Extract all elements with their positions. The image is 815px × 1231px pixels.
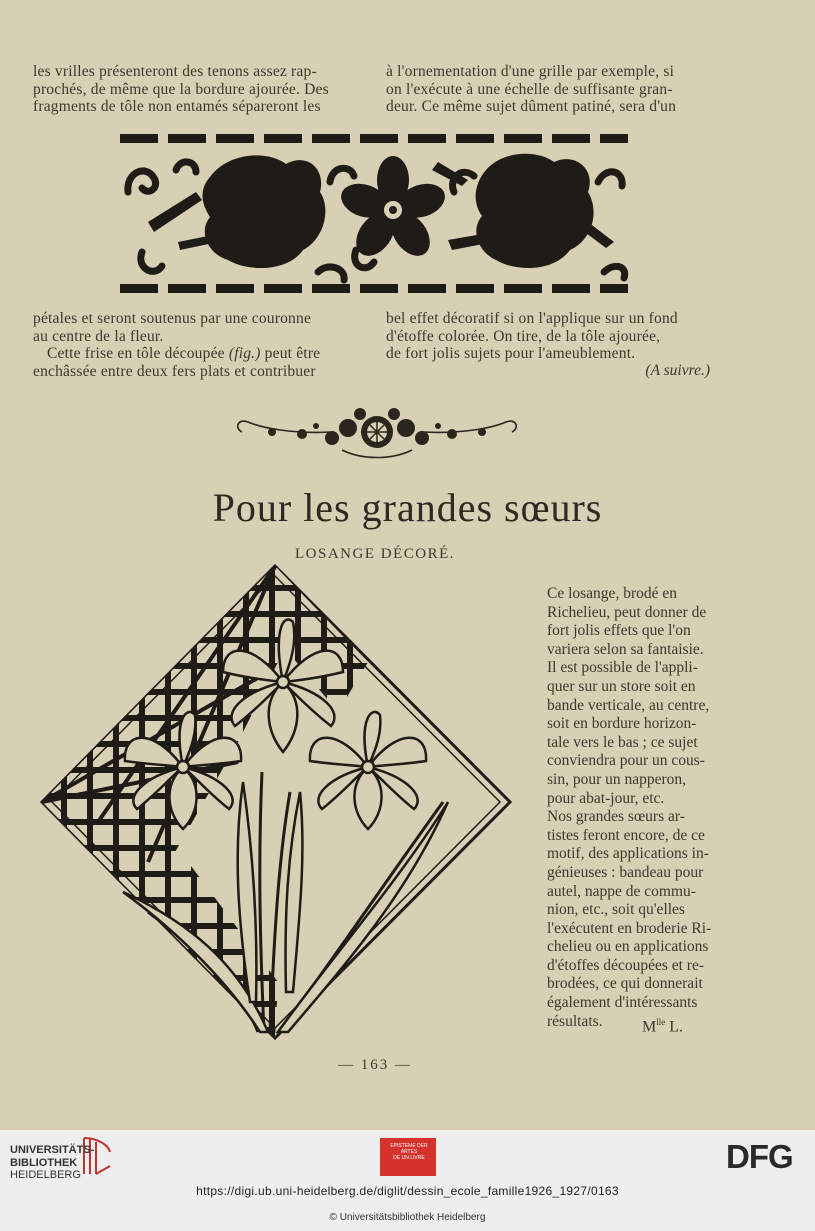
text-line: génieuses : bandeau pour	[547, 863, 704, 881]
text-line: bande verticale, au centre,	[547, 696, 710, 714]
text-line: bel effet décoratif si on l'applique sur un fond	[386, 310, 678, 327]
text-line: d'étoffe colorée. On tire, de la tôle ajourée,	[386, 327, 661, 345]
text-column-middle-left	[33, 310, 368, 380]
paragraph-2	[533, 808, 723, 1031]
text-fragment: peut être	[260, 345, 321, 362]
text-line: deur. Ce même sujet dûment patiné, sera d'un	[386, 98, 677, 115]
paragraph-1	[533, 585, 723, 808]
text-line: autel, nappe de commu-	[547, 882, 696, 900]
project-logo-line: ARTES	[400, 1149, 418, 1155]
library-name-line: HEIDELBERG	[10, 1169, 81, 1181]
text-line: au centre de la fleur.	[33, 327, 164, 345]
permalink-url[interactable]: https://digi.ub.uni-heidelberg.de/diglit/dessin_ecole_famille1926_1927/0163	[196, 1184, 619, 1198]
text-line: prochés, de même que la bordure ajourée. Des	[33, 80, 329, 98]
lozenge-embroidery-illustration	[38, 562, 516, 1044]
author-signature	[642, 1017, 683, 1036]
text-line: résultats.	[547, 1012, 603, 1030]
ornament-vignette	[232, 406, 522, 464]
text-line: enchâssée entre deux fers plats et contribuer	[33, 362, 316, 380]
signature-superscript: lle	[656, 1017, 666, 1027]
text-line: de fort jolis sujets pour l'ameublement.	[386, 345, 636, 362]
text-line: d'étoffes découpées et re-	[547, 956, 704, 974]
signature-initial: M	[642, 1018, 657, 1036]
text-column-top-left	[33, 63, 368, 116]
text-column-right	[533, 585, 723, 1031]
text-line: chelieu ou en applications	[547, 938, 709, 956]
figure-reference: (fig.)	[228, 345, 261, 362]
text-line: fort jolis effets que l'on	[547, 622, 691, 640]
text-line: Nos grandes sœurs ar-	[547, 808, 685, 826]
signature-end: L.	[665, 1018, 684, 1036]
text-line: motif, des applications in-	[547, 845, 709, 863]
dfg-logo[interactable]: DFG	[726, 1138, 793, 1175]
text-fragment: Cette frise en tôle découpée	[47, 345, 229, 362]
text-line: tale vers le bas ; ce sujet	[547, 733, 698, 751]
text-line: conviendra pour un cous-	[547, 752, 705, 770]
text-line	[33, 345, 368, 363]
text-column-top-right	[386, 63, 724, 116]
text-line: soit en bordure horizon-	[547, 715, 697, 733]
text-line: sin, pour un napperon,	[547, 770, 687, 788]
text-line: quer sur un store soit en	[547, 677, 696, 695]
text-line: Il est possible de l'appli-	[547, 659, 698, 677]
page-title: Pour les grandes sœurs	[212, 485, 603, 530]
text-line: Ce losange, brodé en	[547, 585, 677, 602]
text-line: fragments de tôle non entamés sépareront les	[33, 98, 321, 115]
text-line: nion, etc., soit qu'elles	[547, 901, 685, 919]
text-line: à l'ornementation d'une grille par exemple, si	[386, 63, 675, 80]
library-logo-text	[10, 1144, 94, 1182]
text-line: l'exécutent en broderie Ri-	[547, 919, 712, 937]
copyright-notice: © Universitätsbibliothek Heidelberg	[329, 1212, 486, 1223]
text-line: variera selon sa fantaisie.	[547, 640, 704, 658]
text-line: pour abat-jour, etc.	[547, 789, 665, 807]
project-logo-line: DE UN LIVRE	[393, 1155, 425, 1161]
text-line: les vrilles présenteront des tenons assez rap-	[33, 63, 317, 80]
section-subtitle: LOSANGE DÉCORÉ.	[295, 546, 455, 562]
library-name-line: BIBLIOTHEK	[10, 1156, 78, 1169]
project-logo-text	[386, 1143, 432, 1161]
page-number: — 163 —	[338, 1057, 412, 1073]
library-name-line: UNIVERSITÄTS-	[10, 1144, 95, 1156]
project-logo-line: EPISTEME DER	[390, 1143, 428, 1149]
to-be-continued: (A suivre.)	[645, 362, 710, 379]
text-line: pétales et seront soutenus par une couronne	[33, 310, 312, 327]
frieze-illustration	[118, 122, 630, 298]
text-line: également d'intéressants	[547, 994, 698, 1012]
text-line: Richelieu, peut donner de	[547, 603, 707, 621]
text-column-middle-right	[386, 310, 724, 363]
text-line: brodées, ce qui donnerait	[547, 975, 703, 993]
text-line: tistes feront encore, de ce	[547, 826, 705, 844]
text-line: on l'exécute à une échelle de suffisante gran-	[386, 80, 673, 98]
